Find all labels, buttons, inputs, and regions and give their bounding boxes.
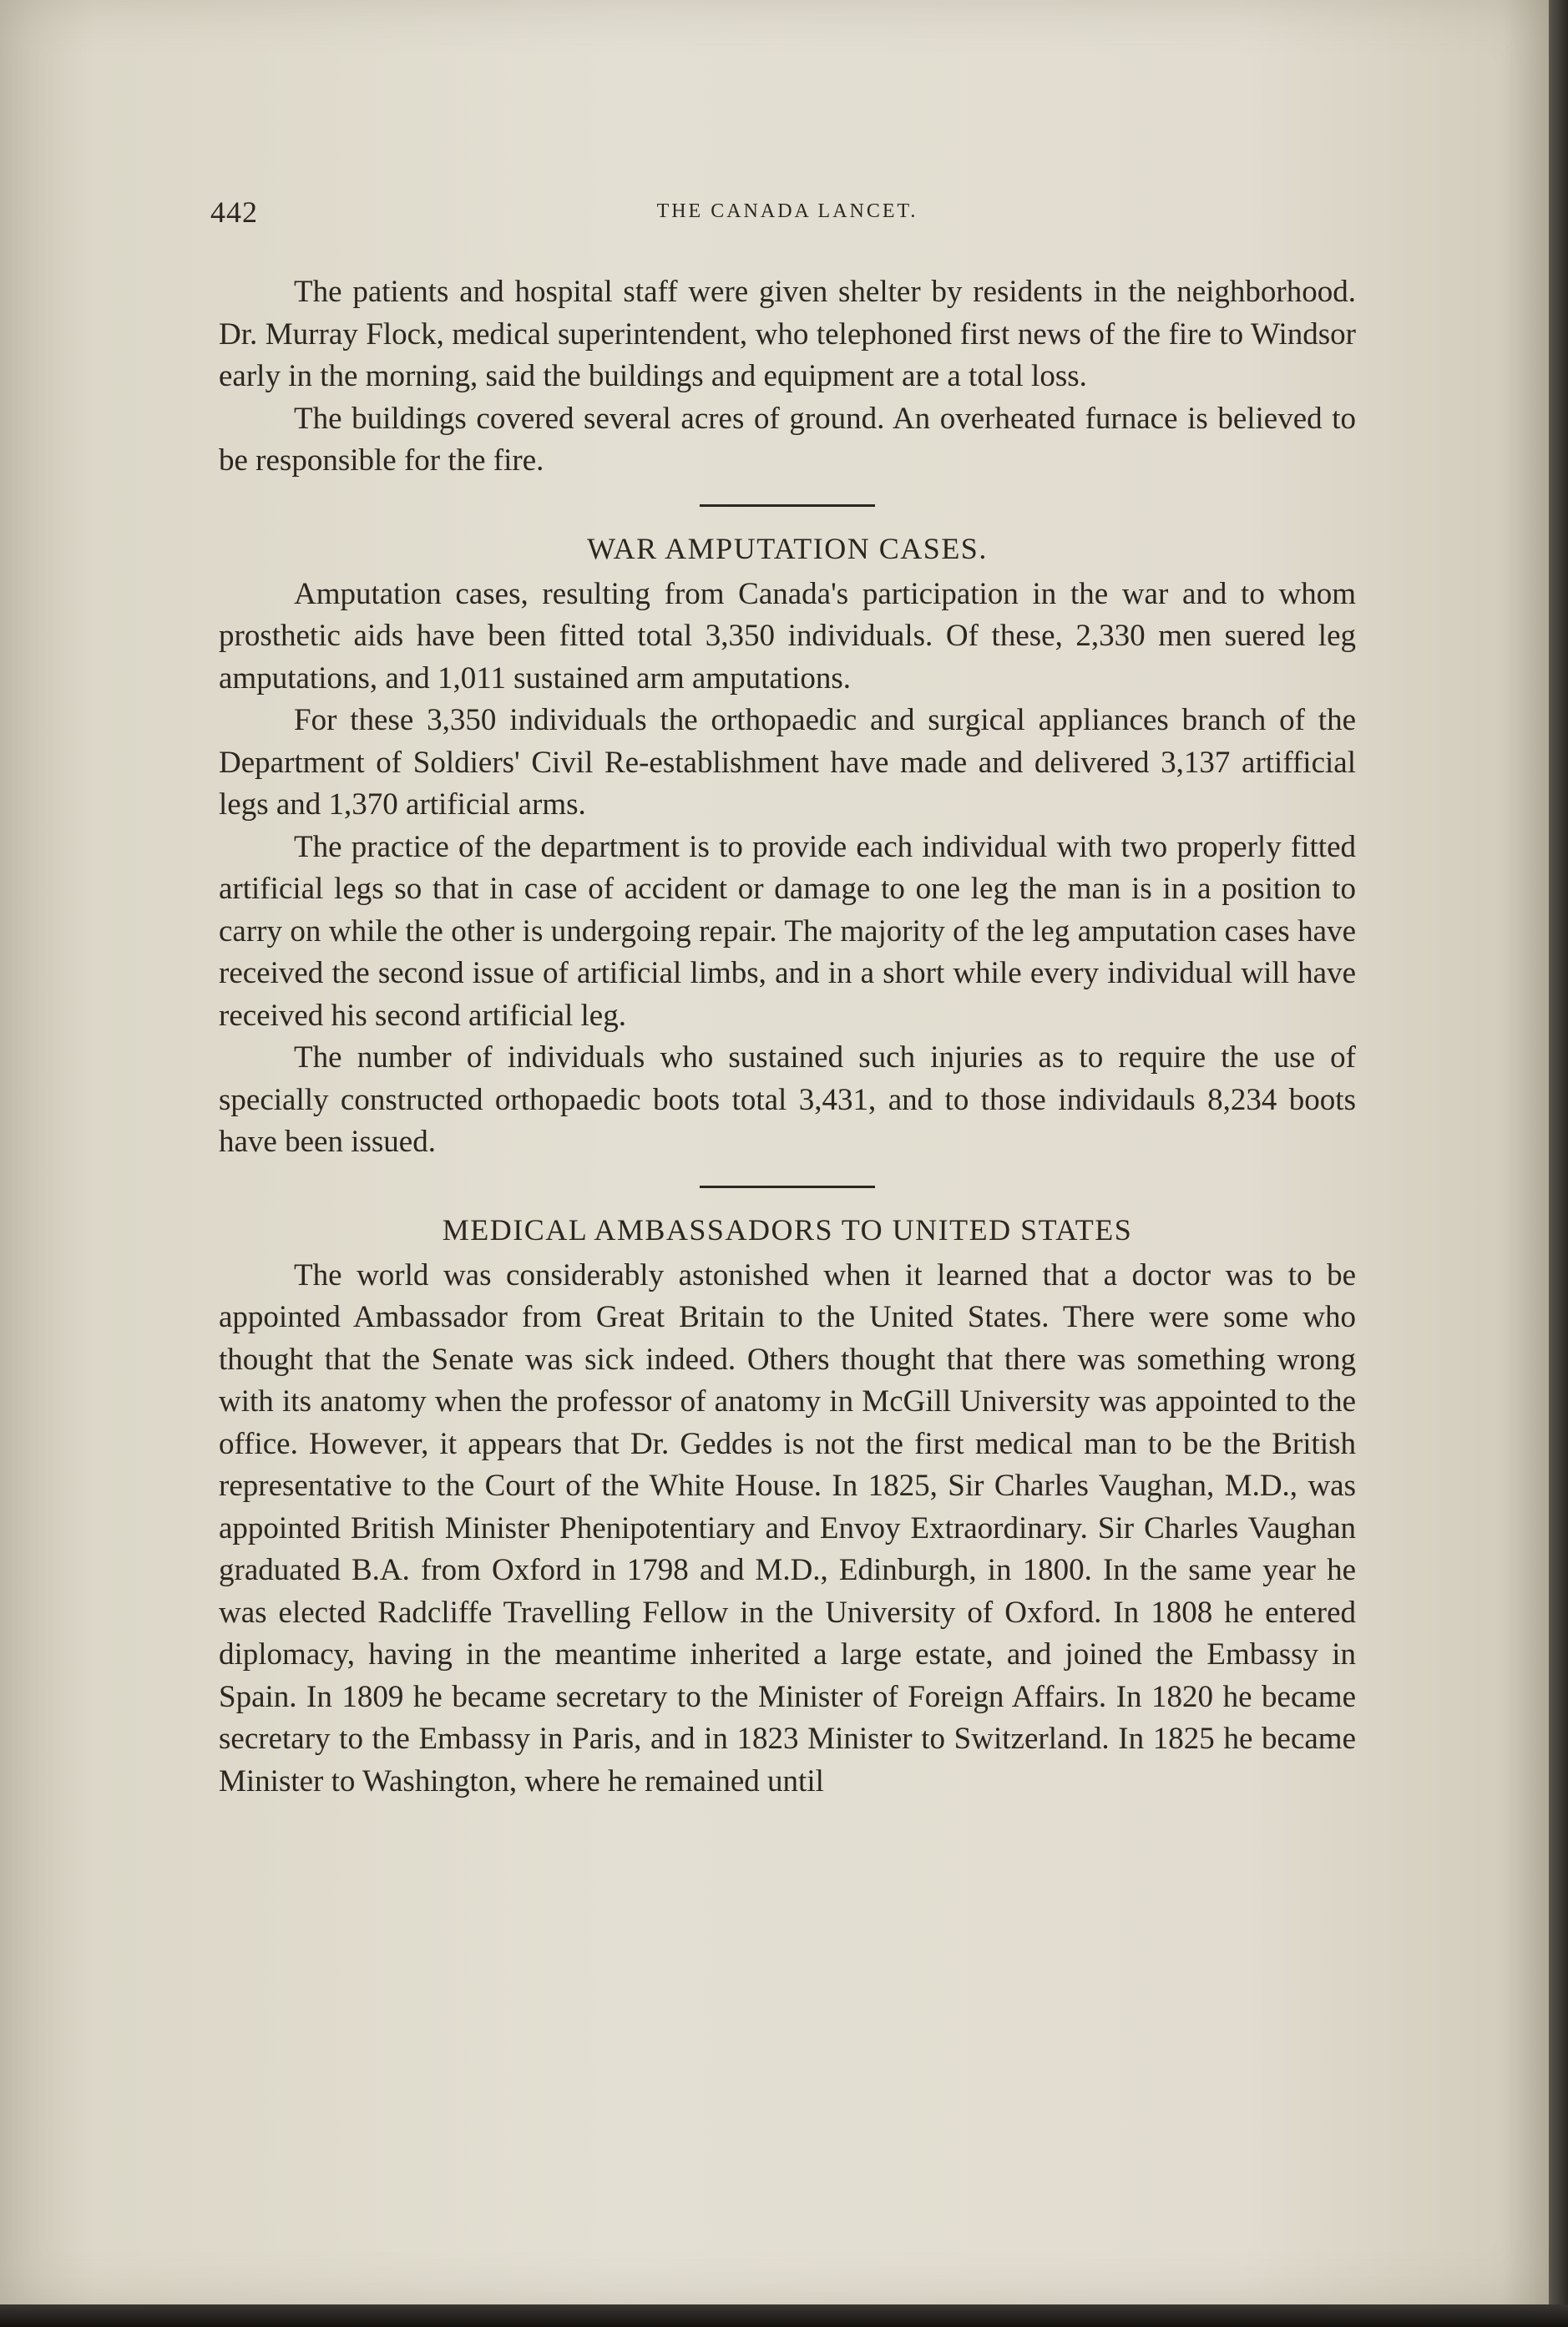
section-heading: MEDICAL AMBASSADORS TO UNITED STATES bbox=[442, 1212, 1133, 1247]
section-divider bbox=[700, 504, 875, 507]
scan-bottom-border bbox=[0, 2304, 1568, 2327]
paragraph: The buildings covered several acres of ground. An overheated furnace is believed to be responsible for the fire. bbox=[219, 401, 1356, 478]
paragraph: The world was considerably astonished when it learned that a doctor was to be appointed Ambassador from Great Britain to the United States. There were some who thought that the Senate was sick indeed. Others thought that there was something wrong with its anatomy when the professor of anatomy in McGill University was appointed to the office. However, it appears that Dr. Geddes is not the first medical man to be the British representative to the Court of the White House. In 1825, Sir Charles Vaughan, M.D., was appointed British Minister Phenipotentiary and Envoy Extraordinary. Sir Charles Vaughan graduated B.A. from Oxford in 1798 and M.D., Edinburgh, in 1800. In the same year he was elected Radcliffe Travelling Fellow in the University of Oxford. In 1808 he entered diplomacy, having in the meantime inherited a large estate, and joined the Embassy in Spain. In 1809 he became secretary to the Minister of Foreign Affairs. In 1820 he became secretary to the Embassy in Paris, and in 1823 Minister to Switzerland. In 1825 he became Minister to Washington, where he remained until bbox=[219, 1257, 1356, 1798]
running-head bbox=[210, 188, 1356, 238]
journal-title: THE CANADA LANCET. bbox=[656, 200, 918, 222]
paragraph: Amputation cases, resulting from Canada's participation in the war and to whom prosthetic aids have been fitted total 3,350 individuals. Of these, 2,330 men suered leg amputations, and 1,011 sustained arm amputations. bbox=[219, 576, 1356, 696]
medical-ambassadors-section bbox=[219, 1208, 1356, 1803]
paragraph: The practice of the department is to provide each individual with two properly fitted artificial legs so that in case of accident or damage to one leg the man is in a position to carry on while the other is undergoing repair. The majority of the leg amputation cases have received the second issue of artificial limbs, and in a short while every individual will have received his second artificial leg. bbox=[219, 829, 1356, 1033]
section-heading: WAR AMPUTATION CASES. bbox=[587, 531, 988, 565]
intro-section bbox=[219, 271, 1356, 483]
page-number: 442 bbox=[210, 195, 258, 229]
page-edge-shadow bbox=[1549, 0, 1568, 2327]
paragraph: The patients and hospital staff were given shelter by residents in the neighborhood. Dr. Murray Flock, medical superintendent, who telephoned first news of the fire to Windsor early in the morning, said the buildings and equipment are a total loss. bbox=[219, 275, 1356, 393]
section-divider bbox=[700, 1186, 875, 1188]
page-content bbox=[210, 188, 1356, 1803]
paragraph: The number of individuals who sustained such injuries as to require the use of specially constructed orthopaedic boots total 3,431, and to those individauls 8,234 boots have been issued. bbox=[219, 1040, 1356, 1159]
war-amputation-section bbox=[219, 527, 1356, 1164]
paragraph: For these 3,350 individuals the orthopaedic and surgical appliances branch of the Department of Soldiers' Civil Re-establishment have made and delivered 3,137 artifficial legs and 1,370 artificial arms. bbox=[219, 703, 1356, 822]
